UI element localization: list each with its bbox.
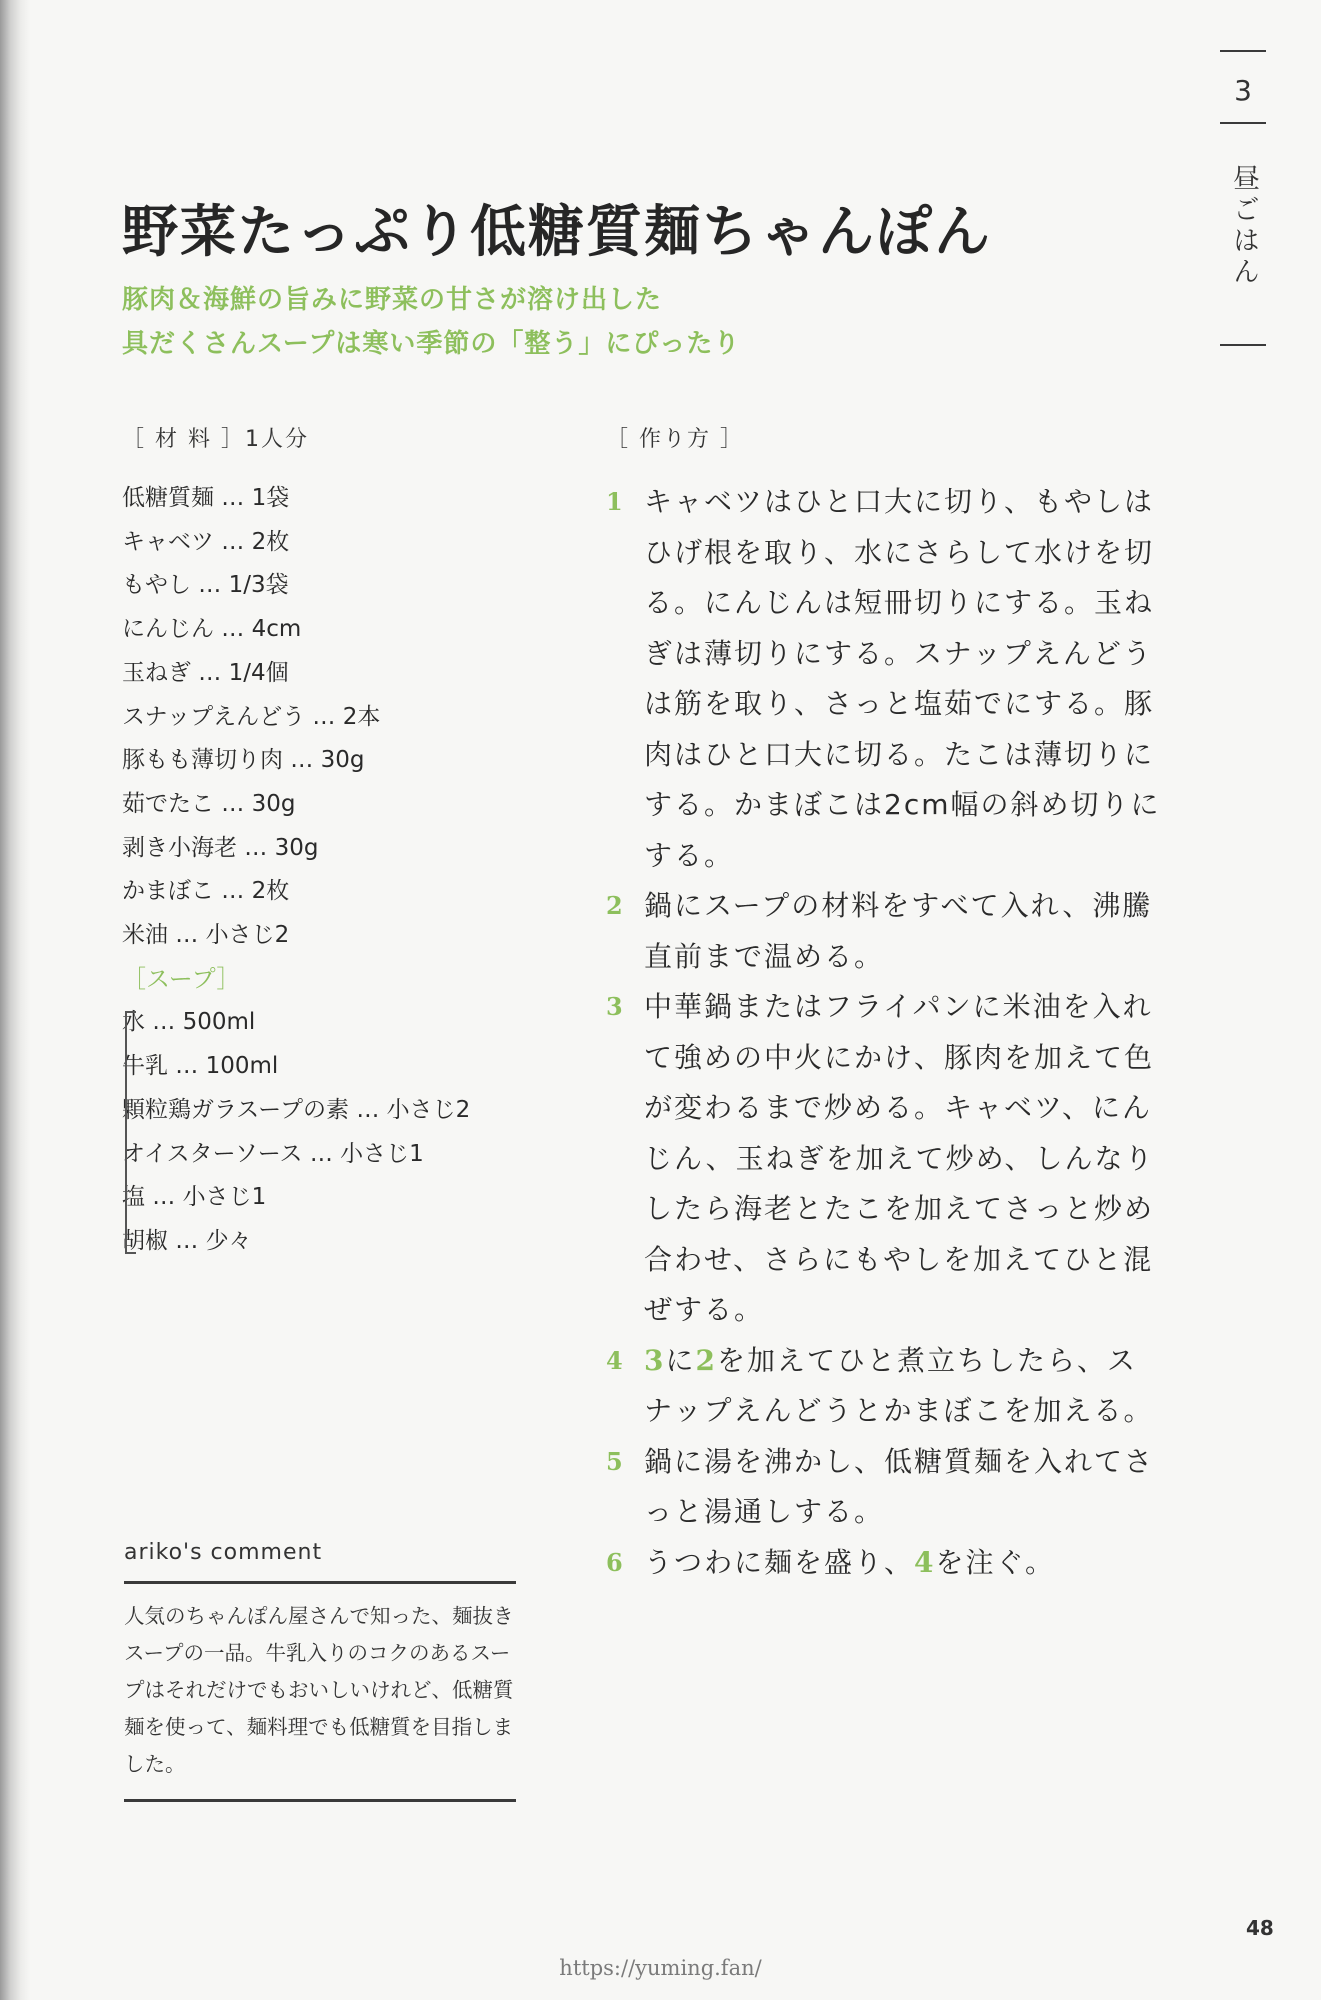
step-reference: 4 <box>914 1545 936 1579</box>
step-number: 6 <box>606 1547 625 1577</box>
soup-heading: ［スープ］ <box>122 964 241 993</box>
step-number: 2 <box>606 891 625 920</box>
ingredient-item: 剥き小海老 … 30g <box>122 834 319 861</box>
step-number: 5 <box>606 1446 625 1476</box>
ingredients-list <box>122 477 562 1001</box>
step-number: 3 <box>606 992 625 1021</box>
chapter-mid-rule <box>1220 122 1266 124</box>
ingredients-section <box>122 422 562 1264</box>
ingredient-item: キャベツ … 2枚 <box>122 528 290 555</box>
soup-ingredient-item: 水 … 500ml <box>122 1009 256 1036</box>
ingredient-item: スナップえんどう … 2本 <box>122 703 381 730</box>
step-text: 鍋に湯を沸かし、低糖質麺を入れてさっと湯通しする。 <box>644 1444 1155 1528</box>
ingredient-item: かまぼこ … 2枚 <box>122 878 290 905</box>
ingredient-item: 低糖質麺 … 1袋 <box>122 485 290 511</box>
ingredient-item: にんじん … 4cm <box>122 616 302 643</box>
soup-ingredient-item: オイスターソース … 小さじ1 <box>122 1140 424 1167</box>
subtitle-line: 具だくさんスープは寒い季節の「整う」にぴったり <box>122 329 741 359</box>
step-text: 鍋にスープの材料をすべて入れ、沸騰直前まで温める。 <box>644 889 1153 973</box>
chapter-index <box>1220 50 1266 346</box>
chapter-bottom-rule <box>1220 344 1266 346</box>
ingredient-item: 茹でたこ … 30g <box>122 790 296 817</box>
ingredients-heading: ［ 材 料 ］1人分 <box>122 427 309 452</box>
ingredient-item: 豚もも薄切り肉 … 30g <box>122 747 365 774</box>
ingredient-item: 米油 … 小さじ2 <box>122 922 290 949</box>
method-step <box>606 1336 1166 1437</box>
recipe-title: 野菜たっぷり低糖質麺ちゃんぽん <box>122 200 992 265</box>
step-text: を加えてひと煮立ちしたら、スナップえんどうとかまぼこを加える。 <box>644 1343 1154 1427</box>
step-text: に <box>665 1343 696 1377</box>
method-step <box>606 982 1166 1336</box>
soup-ingredient-item: 牛乳 … 100ml <box>122 1053 279 1080</box>
step-number: 4 <box>606 1345 625 1375</box>
ingredient-item: 玉ねぎ … 1/4個 <box>122 659 289 686</box>
method-heading: ［ 作り方 ］ <box>606 427 744 452</box>
soup-ingredient-item: 胡椒 … 少々 <box>122 1227 252 1254</box>
book-gutter-shadow <box>0 0 30 2000</box>
soup-ingredient-item: 顆粒鶏ガラスープの素 … 小さじ2 <box>122 1096 471 1123</box>
step-reference: 3 <box>644 1343 666 1377</box>
step-text: うつわに麺を盛り、 <box>644 1545 915 1579</box>
step-number: 1 <box>606 487 625 516</box>
subtitle-line: 豚肉＆海鮮の旨みに野菜の甘さが溶け出した <box>122 285 663 315</box>
author-comment <box>124 1540 516 1802</box>
comment-bottom-rule <box>124 1799 516 1802</box>
comment-body: 人気のちゃんぽん屋さんで知った、麺抜きスープの一品。牛乳入りのコクのあるスープはそれだけでもおいしいけれど、低糖質麺を使って、麺料理でも低糖質を目指しました。 <box>124 1604 514 1776</box>
step-text: 中華鍋またはフライパンに米油を入れて強めの中火にかけ、豚肉を加えて色が変わるまで炒める。キャベツ、にんじん、玉ねぎを加えて炒め、しんなりしたら海老とたこを加えてさっと炒め合わせ、さらにもやしを加えてひと混ぜする。 <box>644 990 1155 1326</box>
method-step <box>606 477 1166 881</box>
soup-bracket <box>125 1011 136 1253</box>
ingredient-item: もやし … 1/3袋 <box>122 572 289 599</box>
watermark-url: https://yuming.fan/ <box>559 1956 762 1980</box>
comment-heading: ariko's comment <box>124 1540 323 1565</box>
chapter-number: 3 <box>1234 74 1252 107</box>
method-step <box>606 1437 1166 1538</box>
step-text: キャベツはひと口大に切り、もやしはひげ根を取り、水にさらして水けを切る。にんじんは短冊切りにする。玉ねぎは薄切りにする。スナップえんどうは筋を取り、さっと塩茹でにする。豚肉はひと口大に切る。たこは薄切りにする。かまぼこは2cm幅の斜め切りにする。 <box>644 485 1161 872</box>
soup-ingredient-item: 塩 … 小さじ1 <box>122 1184 267 1211</box>
soup-ingredients-list <box>122 1001 562 1263</box>
chapter-top-rule <box>1220 50 1266 52</box>
chapter-label: 昼ごはん <box>1228 164 1259 288</box>
method-step <box>606 881 1166 982</box>
recipe-subtitle <box>122 278 1182 366</box>
method-section <box>606 422 1166 1588</box>
step-text: を注ぐ。 <box>935 1545 1055 1579</box>
step-reference: 2 <box>695 1343 717 1377</box>
method-steps <box>606 477 1166 1588</box>
method-step <box>606 1538 1166 1589</box>
page-number: 48 <box>1246 1916 1274 1940</box>
